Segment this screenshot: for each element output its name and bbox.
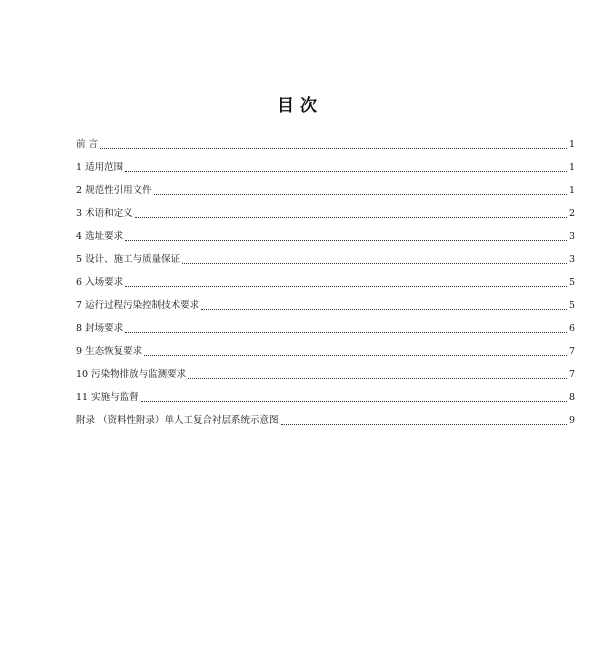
toc-title: 目 次 [277,96,317,116]
toc-entry-10[interactable] [76,359,575,382]
toc-entry-8[interactable] [76,313,575,336]
toc-leader-dots [141,401,567,402]
toc-entry-page: 2 [568,208,575,219]
toc-leader-dots [281,424,567,425]
toc-leader-dots [144,355,567,356]
toc-leader-dots [125,171,567,172]
toc-entry-label: 1 适用范围 [76,162,124,173]
toc-entry-page: 8 [568,392,575,403]
toc-entry-label: 10 污染物排放与监测要求 [76,369,187,380]
toc-entry-9[interactable] [76,336,575,359]
toc-entry-page: 5 [568,300,575,311]
toc-entry-page: 6 [568,323,575,334]
toc-entry-label: 9 生态恢复要求 [76,346,143,357]
toc-entry-11[interactable] [76,382,575,405]
toc-entry-label: 8 封场要求 [76,323,124,334]
toc-list [76,129,575,428]
toc-entry-page: 3 [568,254,575,265]
toc-entry-4[interactable] [76,221,575,244]
toc-entry-page: 1 [568,162,575,173]
toc-leader-dots [125,332,567,333]
toc-leader-dots [182,263,567,264]
toc-entry-label: 6 入场要求 [76,277,124,288]
toc-leader-dots [125,286,567,287]
toc-entry-2[interactable] [76,175,575,198]
toc-leader-dots [154,194,567,195]
toc-entry-label: 4 选址要求 [76,231,124,242]
toc-entry-page: 1 [568,185,575,196]
toc-entry-label: 7 运行过程污染控制技术要求 [76,300,200,311]
toc-entry-appendix[interactable] [76,405,575,428]
toc-entry-page: 7 [568,346,575,357]
toc-entry-page: 3 [568,231,575,242]
toc-entry-page: 1 [568,139,575,150]
toc-entry-label: 5 设计、施工与质量保证 [76,254,181,265]
toc-entry-page: 5 [568,277,575,288]
toc-leader-dots [125,240,567,241]
toc-entry-label: 附录 （资料性附录）单人工复合衬层系统示意图 [76,415,279,426]
toc-entry-1[interactable] [76,152,575,175]
toc-entry-page: 7 [568,369,575,380]
toc-leader-dots [201,309,567,310]
toc-leader-dots [135,217,567,218]
toc-entry-label: 11 实施与监督 [76,392,139,403]
toc-entry-page: 9 [568,415,575,426]
toc-entry-7[interactable] [76,290,575,313]
toc-entry-3[interactable] [76,198,575,221]
toc-entry-preface[interactable] [76,129,575,152]
toc-entry-label: 3 术语和定义 [76,208,133,219]
toc-leader-dots [100,148,567,149]
toc-entry-6[interactable] [76,267,575,290]
toc-entry-label: 前 言 [76,139,99,150]
toc-entry-5[interactable] [76,244,575,267]
toc-entry-label: 2 规范性引用文件 [76,185,152,196]
toc-leader-dots [188,378,567,379]
